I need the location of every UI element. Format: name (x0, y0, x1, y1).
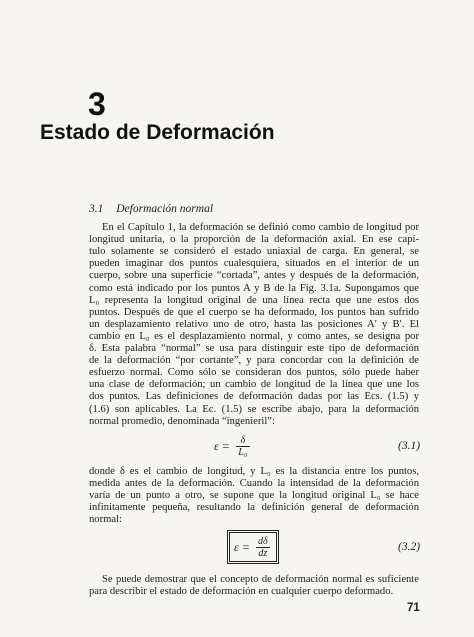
paragraph3-line: Se puede demostrar que el concepto de deformación normal es suficiente (102, 574, 419, 586)
equation-3-2 (234, 533, 270, 561)
paragraph1-line: dos puntos. Las definiciones de deformación dadas por las Ecs. (1.5) y (89, 391, 419, 403)
paragraph1-line: normal promedio, denominada “ingenieril”: (89, 415, 275, 427)
section-number: 3.1 (89, 203, 104, 215)
paragraph3-line: para describir el estado de deformación en cualquier cuerpo deformado. (89, 586, 394, 598)
equation-denominator: dz (258, 547, 268, 559)
equation-numerator: δ (240, 435, 246, 447)
equation-fraction (256, 536, 270, 559)
equation-numerator: dδ (258, 535, 268, 547)
equation-denominator: L₀ (238, 447, 248, 459)
paragraph1-line: En el Capítulo 1, la deformación se definió como cambio de longitud por (102, 222, 419, 233)
paragraph2-line: medida antes de la deformación. Cuando la intensidad de la deformación (89, 477, 419, 489)
paragraph1-line: L₀ representa la longitud original de una línea recta que une estos dos (89, 294, 419, 306)
paragraph2-line: infinitamente pequeña, resultando la definición general de deformación (89, 502, 419, 513)
paragraph1-line: δ. Esta palabra “normal” se usa para distinguir este tipo de deformación (89, 343, 419, 354)
paragraph1-line: de la deformación “por cortante”, y para concordar con la definición de (89, 355, 419, 367)
paragraph1-line: longitud unitaria, o la proporción de la deformación axial. En ese capí- (89, 234, 419, 246)
chapter-number: 3 (88, 86, 106, 122)
paragraph2-line: donde δ es el cambio de longitud, y L₀ es la distancia entre los puntos, (89, 465, 419, 477)
equation-label: (3.1) (398, 439, 421, 452)
equation-lhs: ε = (234, 539, 250, 554)
paragraph1-line: un desplazamiento relativo uno de otro, hasta las posiciones A′ y B′. El (89, 318, 419, 330)
paragraph1-line: pueden imaginar dos puntos cualesquiera, situados en el interior de un (89, 258, 419, 270)
equation-fraction (236, 435, 250, 458)
paragraph2-line: varía de un punto a otro, se supone que la longitud original L₀ se hace (89, 489, 419, 501)
equation-lhs: ε = (214, 439, 230, 454)
section-heading (89, 202, 213, 216)
paragraph1-line: como está indicado por los puntos A y B de la Fig. 3.1a. Supongamos que (89, 282, 419, 294)
section-title: Deformación normal (116, 203, 214, 215)
chapter-title: Estado de Deformación (40, 121, 275, 144)
paragraph1-line: cambio en L₀ es el desplazamiento normal, y como antes, se designa por (89, 330, 419, 342)
paragraph1-line: tulo solamente se consideró el estado uniaxial de carga. En general, se (89, 246, 419, 258)
equation-3-1 (214, 432, 250, 462)
paragraph2-line: normal: (89, 514, 122, 526)
paragraph1-line: cuerpo, sobre una superficie “cortada”, antes y después de la deformación, (89, 270, 419, 282)
page-number: 71 (407, 602, 420, 615)
paragraph1-line: puntos. Después de que el cuerpo se ha deformado, los puntos han sufrido (89, 306, 419, 318)
paragraph1-line: (1.6) son aplicables. La Ec. (1.5) se escribe abajo, para la deformación (89, 403, 419, 415)
paragraph1-line: esfuerzo normal. Como sólo se consideran dos puntos, sólo puede haber (89, 367, 419, 379)
paragraph1-line: una clase de deformación; un cambio de longitud de la línea que une los (89, 379, 419, 391)
equation-label: (3.2) (398, 541, 421, 554)
